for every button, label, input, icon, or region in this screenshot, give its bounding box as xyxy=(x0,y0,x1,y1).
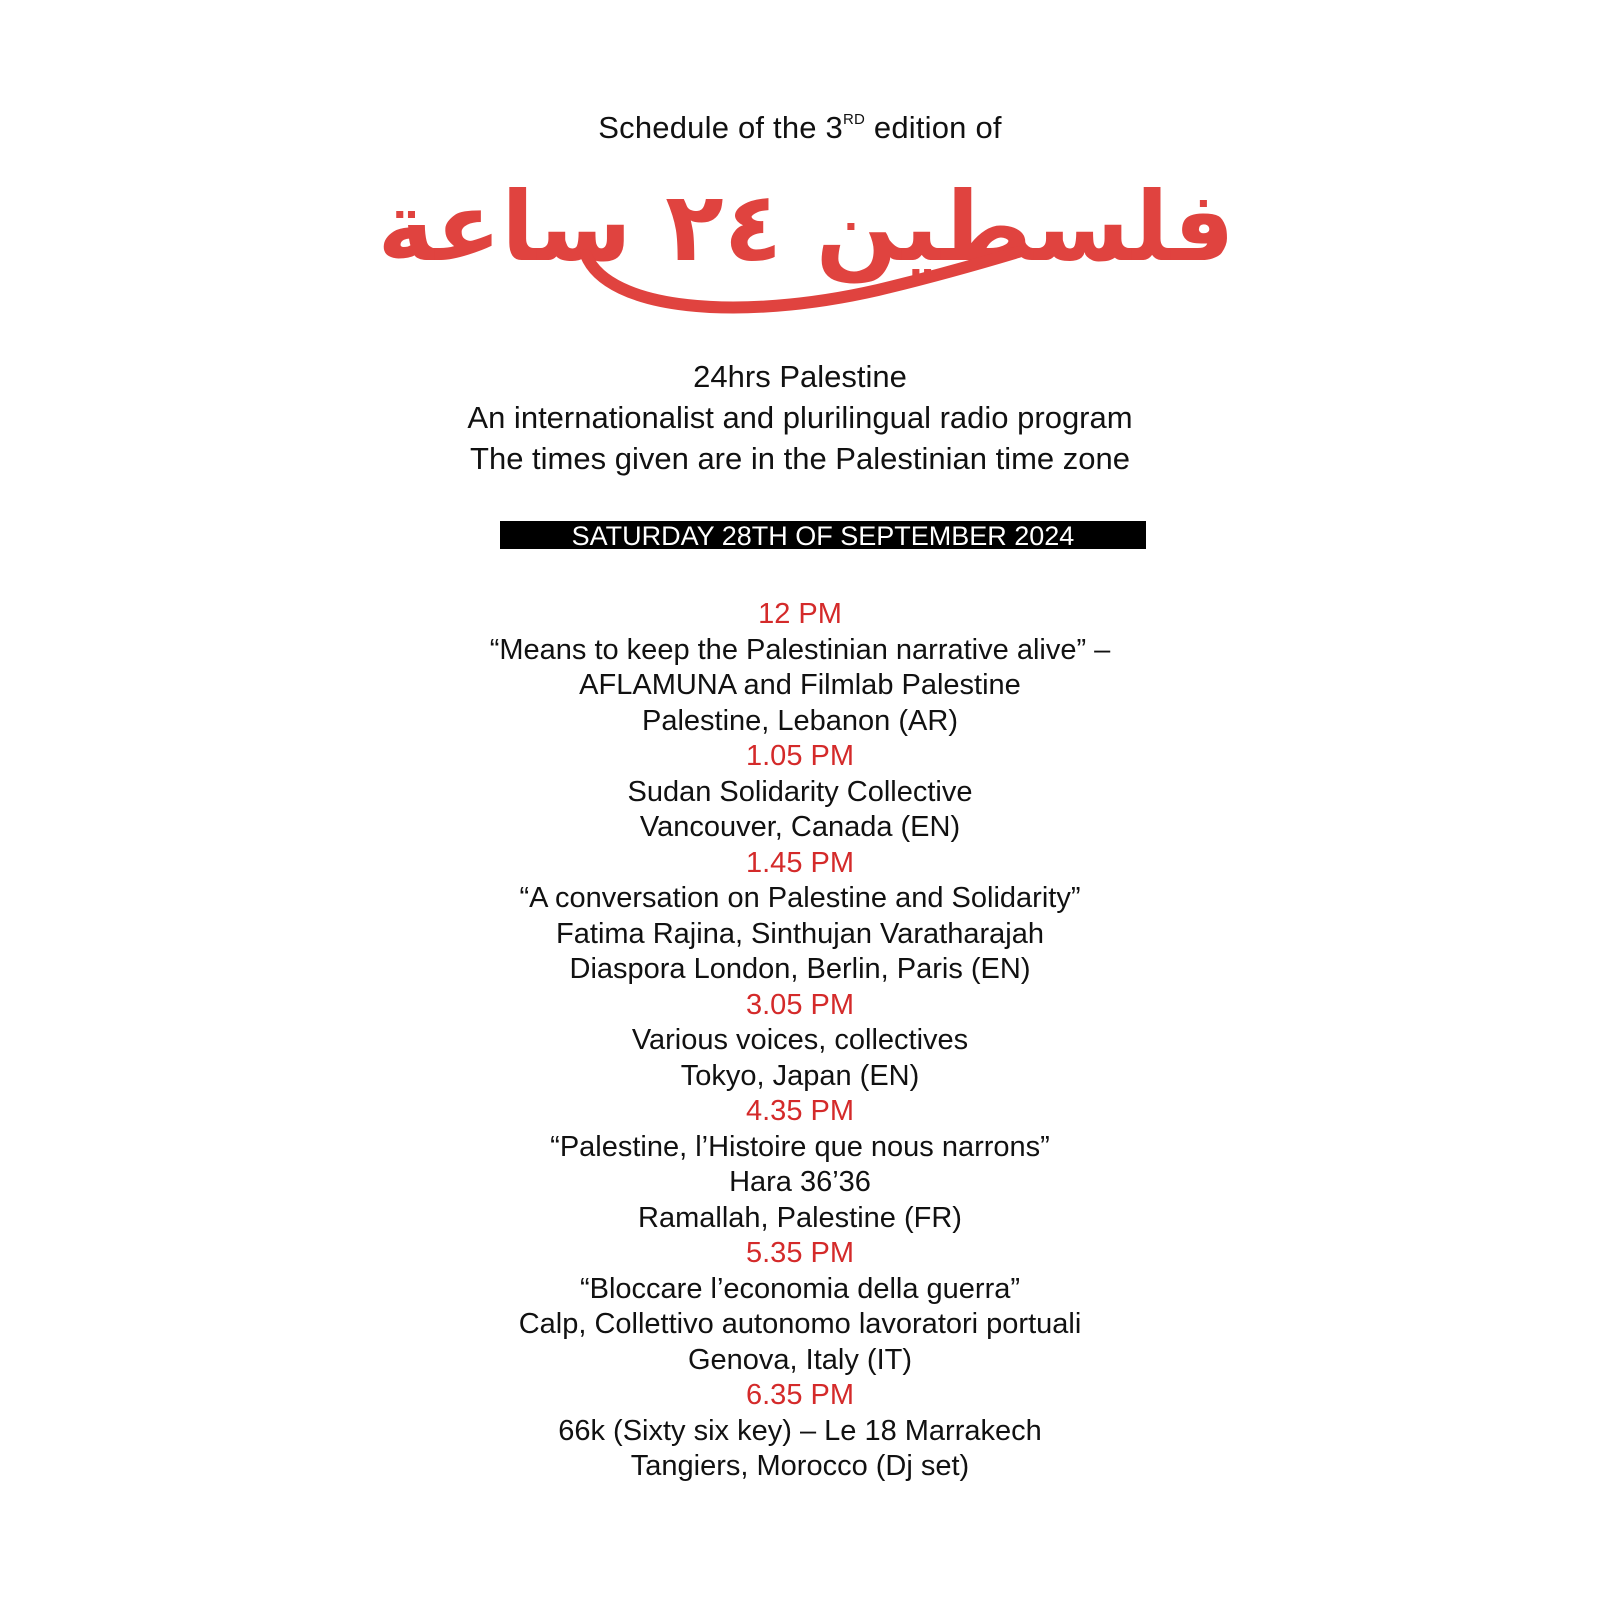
slot-detail-line: 66k (Sixty six key) – Le 18 Marrakech xyxy=(558,1414,1042,1447)
slot-detail-line: AFLAMUNA and Filmlab Palestine xyxy=(579,669,1021,701)
slot-detail-line: Diaspora London, Berlin, Paris (EN) xyxy=(569,953,1031,985)
intro-line-title: 24hrs Palestine xyxy=(693,359,907,394)
slot-detail-line: Genova, Italy (IT) xyxy=(687,1343,912,1376)
schedule-slot xyxy=(0,1094,1600,1236)
schedule-list xyxy=(0,597,1600,1485)
slot-detail-line: Sudan Solidarity Collective xyxy=(627,775,973,808)
slot-detail-line: Palestine, Lebanon (AR) xyxy=(642,704,958,737)
heading-ordinal-suffix: RD xyxy=(842,111,866,128)
schedule-slot xyxy=(0,739,1600,846)
slot-detail-line: Hara 36’36 xyxy=(729,1166,871,1198)
slot-time: 3.05 PM xyxy=(746,988,854,1021)
slot-detail-line: Tokyo, Japan (EN) xyxy=(680,1059,920,1092)
slot-detail-line: “Means to keep the Palestinian narrative alive” – xyxy=(489,633,1111,666)
schedule-slot xyxy=(0,597,1600,739)
schedule-slot xyxy=(0,846,1600,988)
slot-detail-line: Ramallah, Palestine (FR) xyxy=(638,1201,962,1234)
slot-time: 5.35 PM xyxy=(746,1237,854,1269)
schedule-slot xyxy=(0,1378,1600,1485)
date-banner: SATURDAY 28TH OF SEPTEMBER 2024 xyxy=(500,521,1146,549)
slot-detail-line: “Palestine, l’Histoire que nous narrons” xyxy=(550,1130,1050,1163)
program-intro xyxy=(0,356,1600,479)
slot-time: 12 PM xyxy=(758,598,842,630)
slot-time: 1.05 PM xyxy=(746,740,854,772)
slot-detail-line: Various voices, collectives xyxy=(631,1024,969,1056)
intro-line-description: An internationalist and plurilingual radio program xyxy=(467,400,1133,435)
schedule-heading xyxy=(0,108,1600,148)
slot-detail-line: Vancouver, Canada (EN) xyxy=(639,811,961,843)
slot-detail-line: Calp, Collettivo autonomo lavoratori portuali xyxy=(518,1308,1082,1340)
schedule-slot xyxy=(0,1236,1600,1378)
heading-prefix: Schedule of the 3 xyxy=(598,110,843,145)
slot-detail-line: Fatima Rajina, Sinthujan Varatharajah xyxy=(556,917,1044,950)
heading-suffix: edition of xyxy=(865,110,1002,145)
intro-line-timezone: The times given are in the Palestinian time zone xyxy=(470,441,1130,476)
slot-detail-line: “A conversation on Palestine and Solidarity” xyxy=(519,882,1081,914)
slot-detail-line: Tangiers, Morocco (Dj set) xyxy=(630,1450,970,1482)
slot-time: 6.35 PM xyxy=(746,1379,854,1411)
arabic-calligraphy-logo xyxy=(377,160,1235,325)
slot-time: 1.45 PM xyxy=(746,846,854,879)
schedule-slot xyxy=(0,988,1600,1095)
logo-arabic-text: فلسطين ٢٤ ساعة xyxy=(377,171,1235,283)
slot-time: 4.35 PM xyxy=(746,1095,854,1127)
slot-detail-line: “Bloccare l’economia della guerra” xyxy=(579,1272,1021,1305)
